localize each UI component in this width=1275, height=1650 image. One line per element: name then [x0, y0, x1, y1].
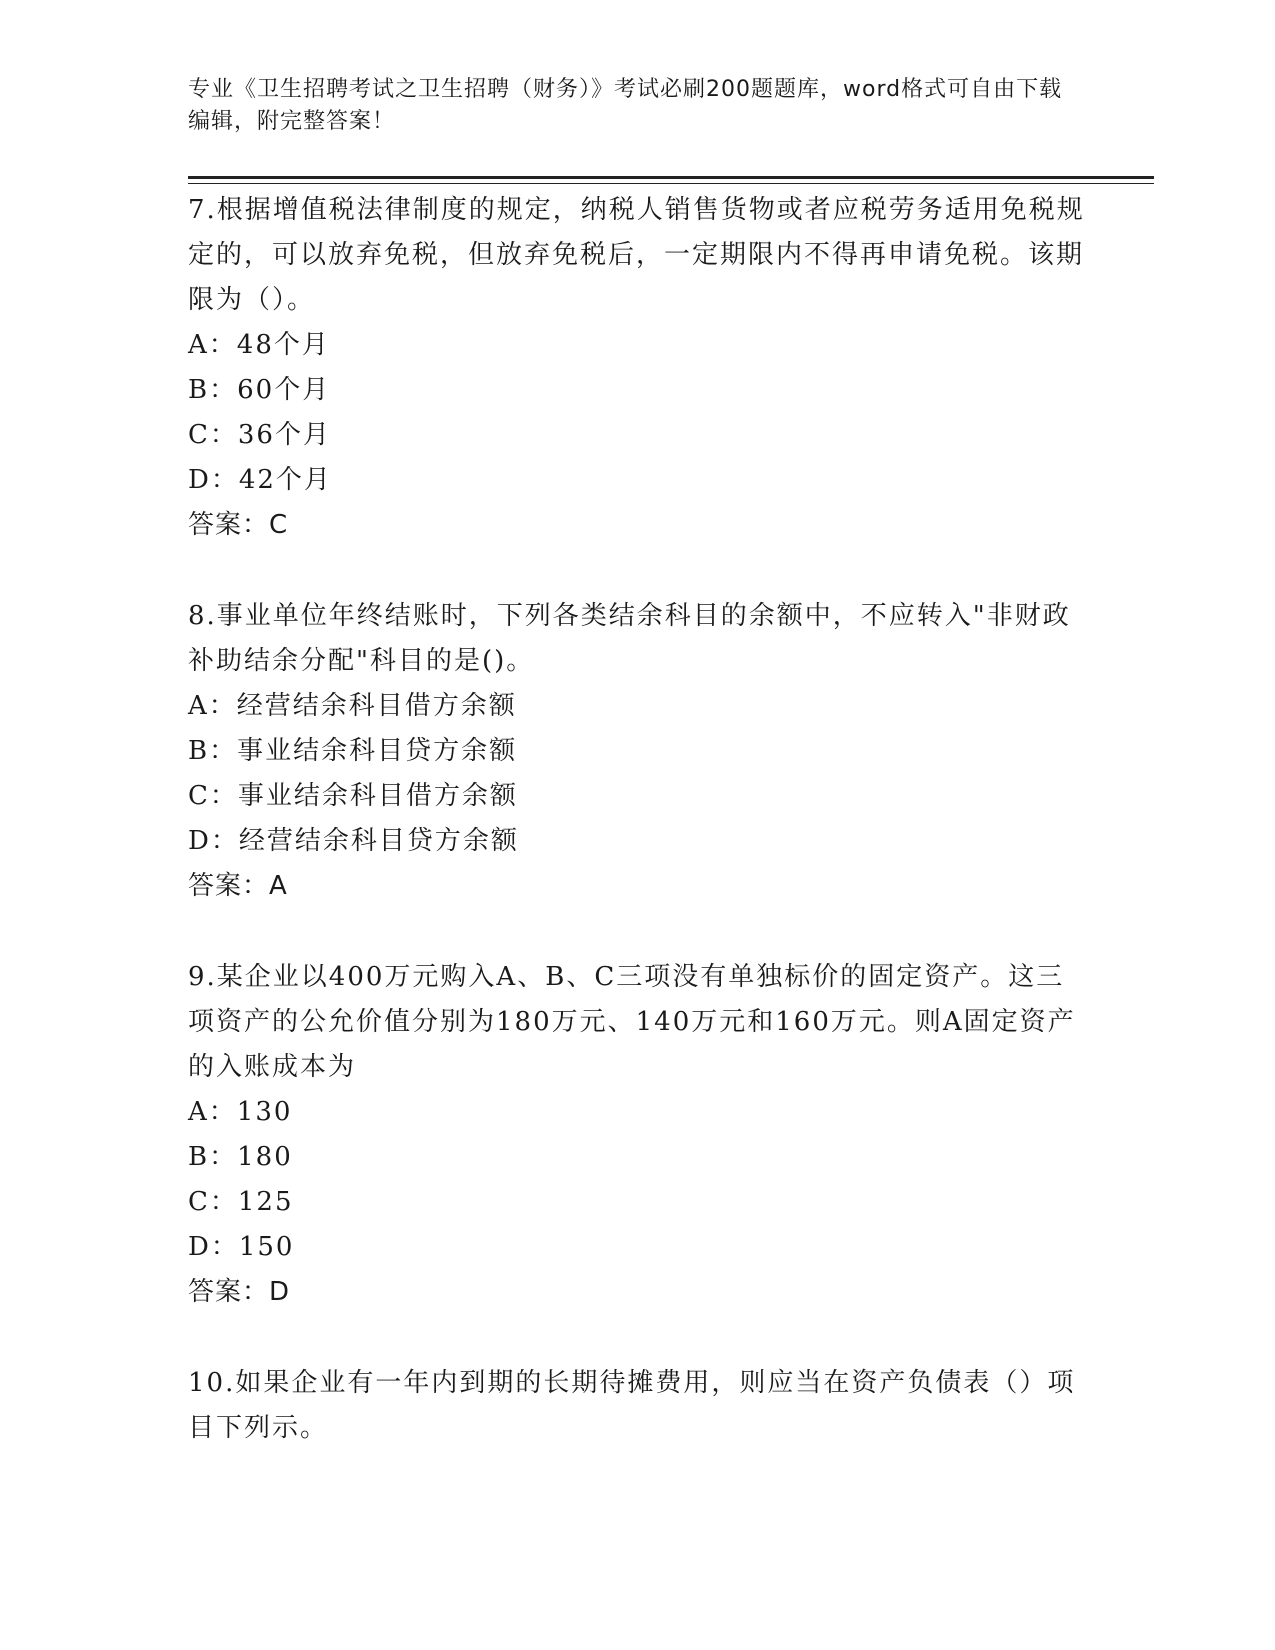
- header-divider-thin: [188, 183, 1154, 184]
- option-b: B：180: [188, 1142, 293, 1172]
- option-d: D：150: [188, 1232, 295, 1262]
- option-b: B：事业结余科目贷方余额: [188, 736, 518, 766]
- question-stem: 9.某企业以400万元购入A、B、C三项没有单独标价的固定资产。这三项资产的公允价值分别为180万元、140万元和160万元。则A固定资产的入账成本为: [188, 962, 1076, 1082]
- option-a: A：经营结余科目借方余额: [188, 691, 517, 721]
- option-c: C：125: [188, 1187, 294, 1217]
- question-stem: 7.根据增值税法律制度的规定，纳税人销售货物或者应税劳务适用免税规定的，可以放弃免税，但放弃免税后，一定期限内不得再申请免税。该期限为（）。: [188, 195, 1085, 315]
- header-divider-thick: [188, 176, 1154, 179]
- answer-line: 答案：A: [188, 871, 288, 901]
- question-list: [188, 188, 1088, 1497]
- option-d: D：经营结余科目贷方余额: [188, 826, 519, 856]
- answer-line: 答案：D: [188, 1277, 291, 1307]
- answer-line: 答案：C: [188, 510, 289, 540]
- question-7: [188, 188, 1088, 548]
- option-d: D：42个月: [188, 465, 332, 495]
- option-a: A：130: [188, 1097, 293, 1127]
- question-8: [188, 594, 1088, 909]
- question-stem: 8.事业单位年终结账时，下列各类结余科目的余额中，不应转入"非财政补助结余分配"科目的是()。: [188, 601, 1071, 676]
- document-header: 专业《卫生招聘考试之卫生招聘（财务）》考试必刷200题题库，word格式可自由下载编辑，附完整答案！: [188, 77, 1063, 134]
- question-9: [188, 955, 1088, 1315]
- option-a: A：48个月: [188, 330, 330, 360]
- question-stem: 10.如果企业有一年内到期的长期待摊费用，则应当在资产负债表（）项目下列示。: [188, 1368, 1076, 1443]
- option-c: C：事业结余科目借方余额: [188, 781, 518, 811]
- option-c: C：36个月: [188, 420, 331, 450]
- option-b: B：60个月: [188, 375, 331, 405]
- question-10: [188, 1361, 1088, 1451]
